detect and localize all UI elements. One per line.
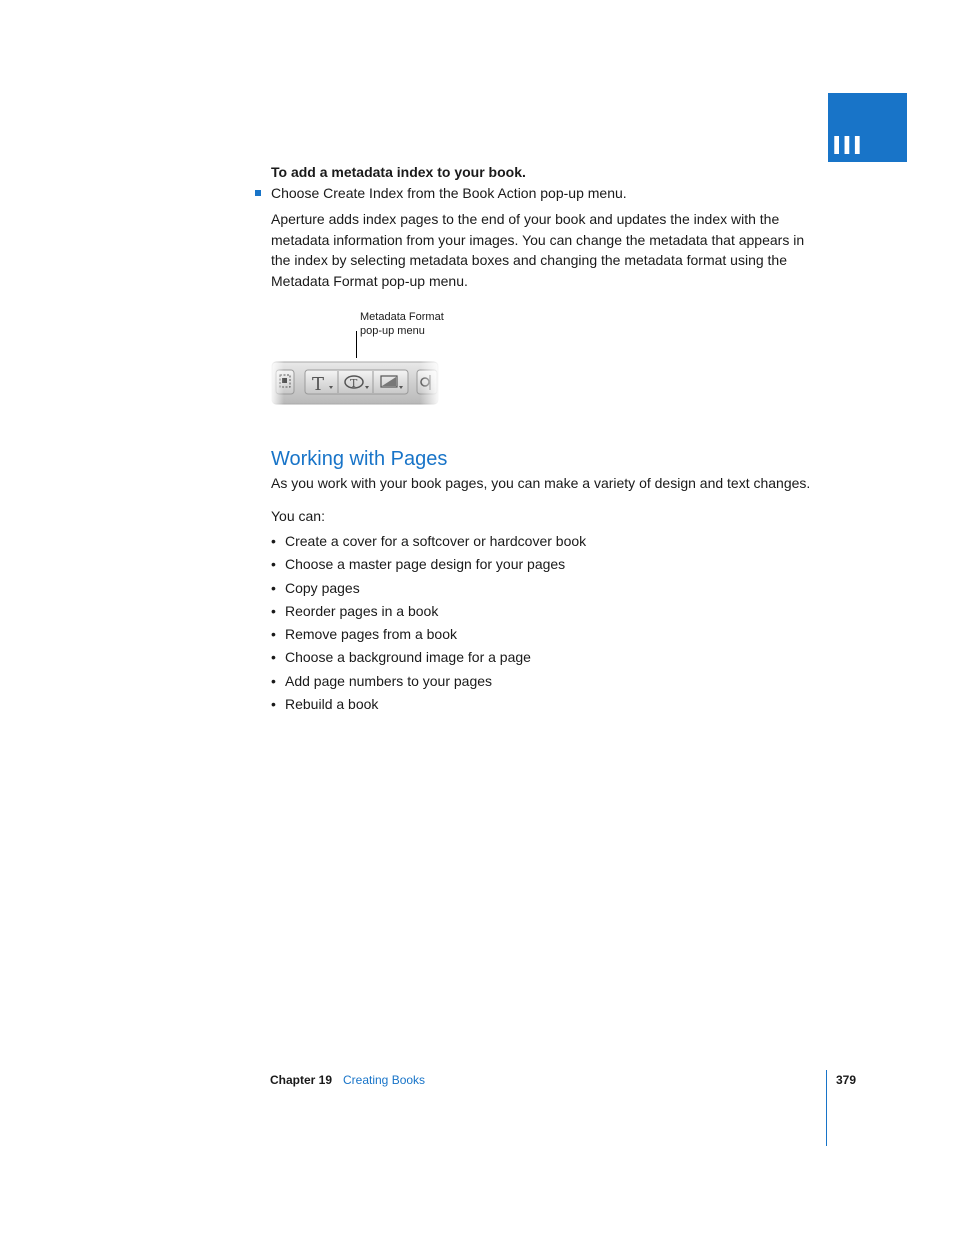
part-tab: [828, 93, 907, 162]
footer-chapter: Chapter 19: [270, 1073, 333, 1087]
list-item: • Rebuild a book: [271, 694, 586, 717]
figure-callout-line2: pop-up menu: [360, 325, 425, 337]
svg-text:T: T: [312, 374, 325, 395]
step-bullet-icon: [255, 190, 261, 196]
list-item: • Remove pages from a book: [271, 624, 586, 647]
you-can-label: You can:: [271, 508, 325, 524]
task-heading: To add a metadata index to your book.: [271, 164, 526, 180]
capabilities-list: [271, 531, 586, 717]
task-paragraph: Aperture adds index pages to the end of your book and updates the index with the metadata information from your images. You can change the metadata that appears in the index by selecting metadata boxes and changing the metadata format using the Metadata Format pop-up menu.: [271, 211, 805, 289]
figure-callout: [360, 310, 480, 338]
figure-callout-line1: Metadata Format: [360, 311, 444, 323]
part-tab-label: III: [832, 131, 863, 160]
section-heading: Working with Pages: [271, 448, 448, 470]
list-item: • Copy pages: [271, 578, 586, 601]
task-step: [255, 185, 627, 201]
svg-text:T: T: [350, 377, 358, 390]
list-item: • Choose a background image for a page: [271, 647, 586, 670]
list-item: • Reorder pages in a book: [271, 601, 586, 624]
task-step-text: Choose Create Index from the Book Action pop-up menu.: [271, 185, 627, 201]
list-item: • Add page numbers to your pages: [271, 671, 586, 694]
list-item: • Create a cover for a softcover or hardcover book: [271, 531, 586, 554]
toolbar-figure: [270, 358, 440, 408]
footer-divider: [826, 1070, 827, 1146]
section-intro: As you work with your book pages, you can make a variety of design and text changes.: [271, 475, 811, 491]
footer-chapter-title[interactable]: Creating Books: [343, 1073, 426, 1087]
page-number: 379: [836, 1073, 857, 1087]
list-item: • Choose a master page design for your pages: [271, 554, 586, 577]
